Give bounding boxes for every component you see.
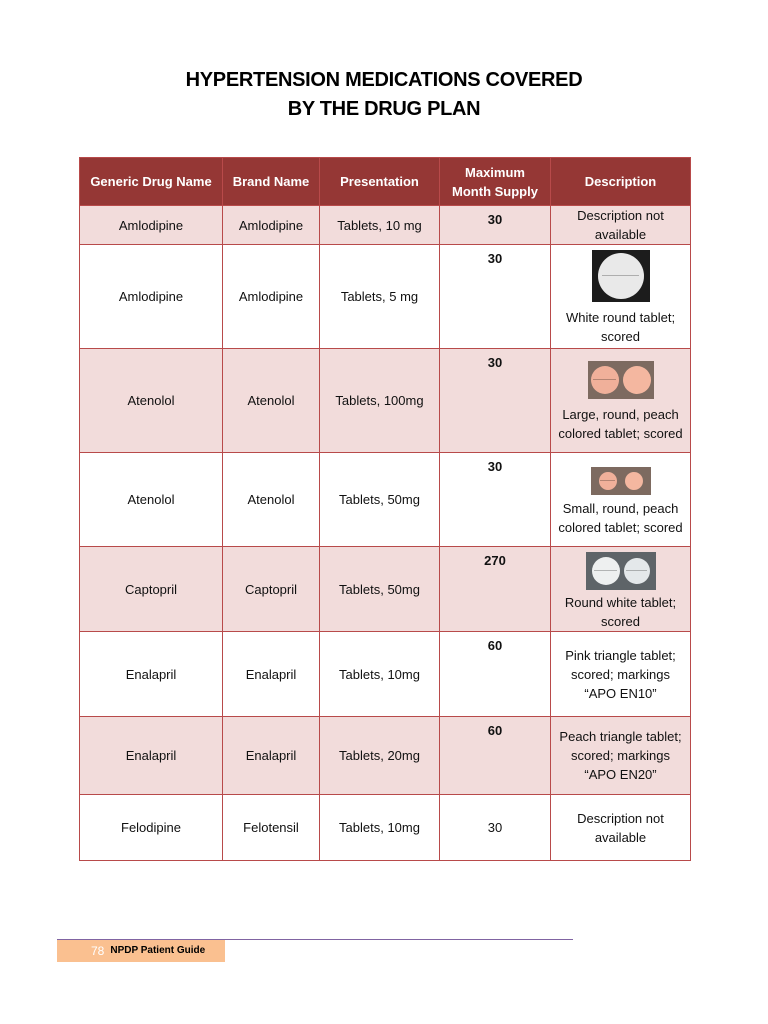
cell-description: Description not available xyxy=(551,795,691,861)
pill-photo xyxy=(555,361,686,399)
cell-description xyxy=(551,245,691,349)
cell-brand: Amlodipine xyxy=(223,206,320,245)
cell-supply: 30 xyxy=(440,453,551,547)
header-generic: Generic Drug Name xyxy=(80,158,223,206)
description-text: Large, round, peach colored tablet; scored xyxy=(558,406,683,441)
cell-brand: Enalapril xyxy=(223,717,320,795)
table-row xyxy=(80,795,691,861)
header-supply: Maximum Month Supply xyxy=(440,158,551,206)
pill-photo xyxy=(555,467,686,495)
cell-brand: Amlodipine xyxy=(223,245,320,349)
cell-presentation: Tablets, 5 mg xyxy=(320,245,440,349)
description-text: Small, round, peach colored tablet; scored xyxy=(558,500,683,535)
cell-description xyxy=(551,453,691,547)
pill-photo xyxy=(555,250,686,302)
cell-supply: 30 xyxy=(440,349,551,453)
table-row xyxy=(80,349,691,453)
cell-generic: Captopril xyxy=(80,547,223,632)
cell-presentation: Tablets, 20mg xyxy=(320,717,440,795)
guide-title: NPDP Patient Guide xyxy=(110,945,206,956)
cell-generic: Felodipine xyxy=(80,795,223,861)
cell-description xyxy=(551,349,691,453)
cell-supply: 60 xyxy=(440,632,551,717)
description-text: Round white tablet; scored xyxy=(564,594,677,629)
cell-generic: Atenolol xyxy=(80,453,223,547)
cell-presentation: Tablets, 100mg xyxy=(320,349,440,453)
cell-generic: Enalapril xyxy=(80,717,223,795)
cell-supply: 30 xyxy=(440,245,551,349)
page-title xyxy=(0,66,768,124)
table-row xyxy=(80,717,691,795)
cell-supply: 30 xyxy=(440,795,551,861)
cell-presentation: Tablets, 50mg xyxy=(320,547,440,632)
cell-brand: Atenolol xyxy=(223,349,320,453)
table-row xyxy=(80,206,691,245)
header-description: Description xyxy=(551,158,691,206)
cell-presentation: Tablets, 50mg xyxy=(320,453,440,547)
cell-presentation: Tablets, 10mg xyxy=(320,795,440,861)
cell-brand: Felotensil xyxy=(223,795,320,861)
cell-description xyxy=(551,547,691,632)
cell-brand: Enalapril xyxy=(223,632,320,717)
cell-presentation: Tablets, 10mg xyxy=(320,632,440,717)
table-row xyxy=(80,453,691,547)
medications-table xyxy=(79,157,691,861)
cell-brand: Atenolol xyxy=(223,453,320,547)
cell-generic: Atenolol xyxy=(80,349,223,453)
cell-description: Pink triangle tablet; scored; markings “APO EN10” xyxy=(551,632,691,717)
header-brand: Brand Name xyxy=(223,158,320,206)
cell-supply: 60 xyxy=(440,717,551,795)
table-row xyxy=(80,245,691,349)
cell-supply: 270 xyxy=(440,547,551,632)
table-header-row xyxy=(80,158,691,206)
cell-description: Peach triangle tablet; scored; markings “APO EN20” xyxy=(551,717,691,795)
cell-generic: Amlodipine xyxy=(80,245,223,349)
title-line-1: HYPERTENSION MEDICATIONS COVERED xyxy=(185,69,583,91)
header-presentation: Presentation xyxy=(320,158,440,206)
table-row xyxy=(80,632,691,717)
page-footer xyxy=(57,940,225,962)
pill-photo xyxy=(555,552,686,590)
cell-brand: Captopril xyxy=(223,547,320,632)
description-text: White round tablet; scored xyxy=(565,309,676,344)
cell-generic: Enalapril xyxy=(80,632,223,717)
cell-presentation: Tablets, 10 mg xyxy=(320,206,440,245)
cell-generic: Amlodipine xyxy=(80,206,223,245)
page-number: 78 xyxy=(91,944,105,958)
table-row xyxy=(80,547,691,632)
cell-description: Description not available xyxy=(551,206,691,245)
cell-supply: 30 xyxy=(440,206,551,245)
title-line-2: BY THE DRUG PLAN xyxy=(287,98,481,120)
